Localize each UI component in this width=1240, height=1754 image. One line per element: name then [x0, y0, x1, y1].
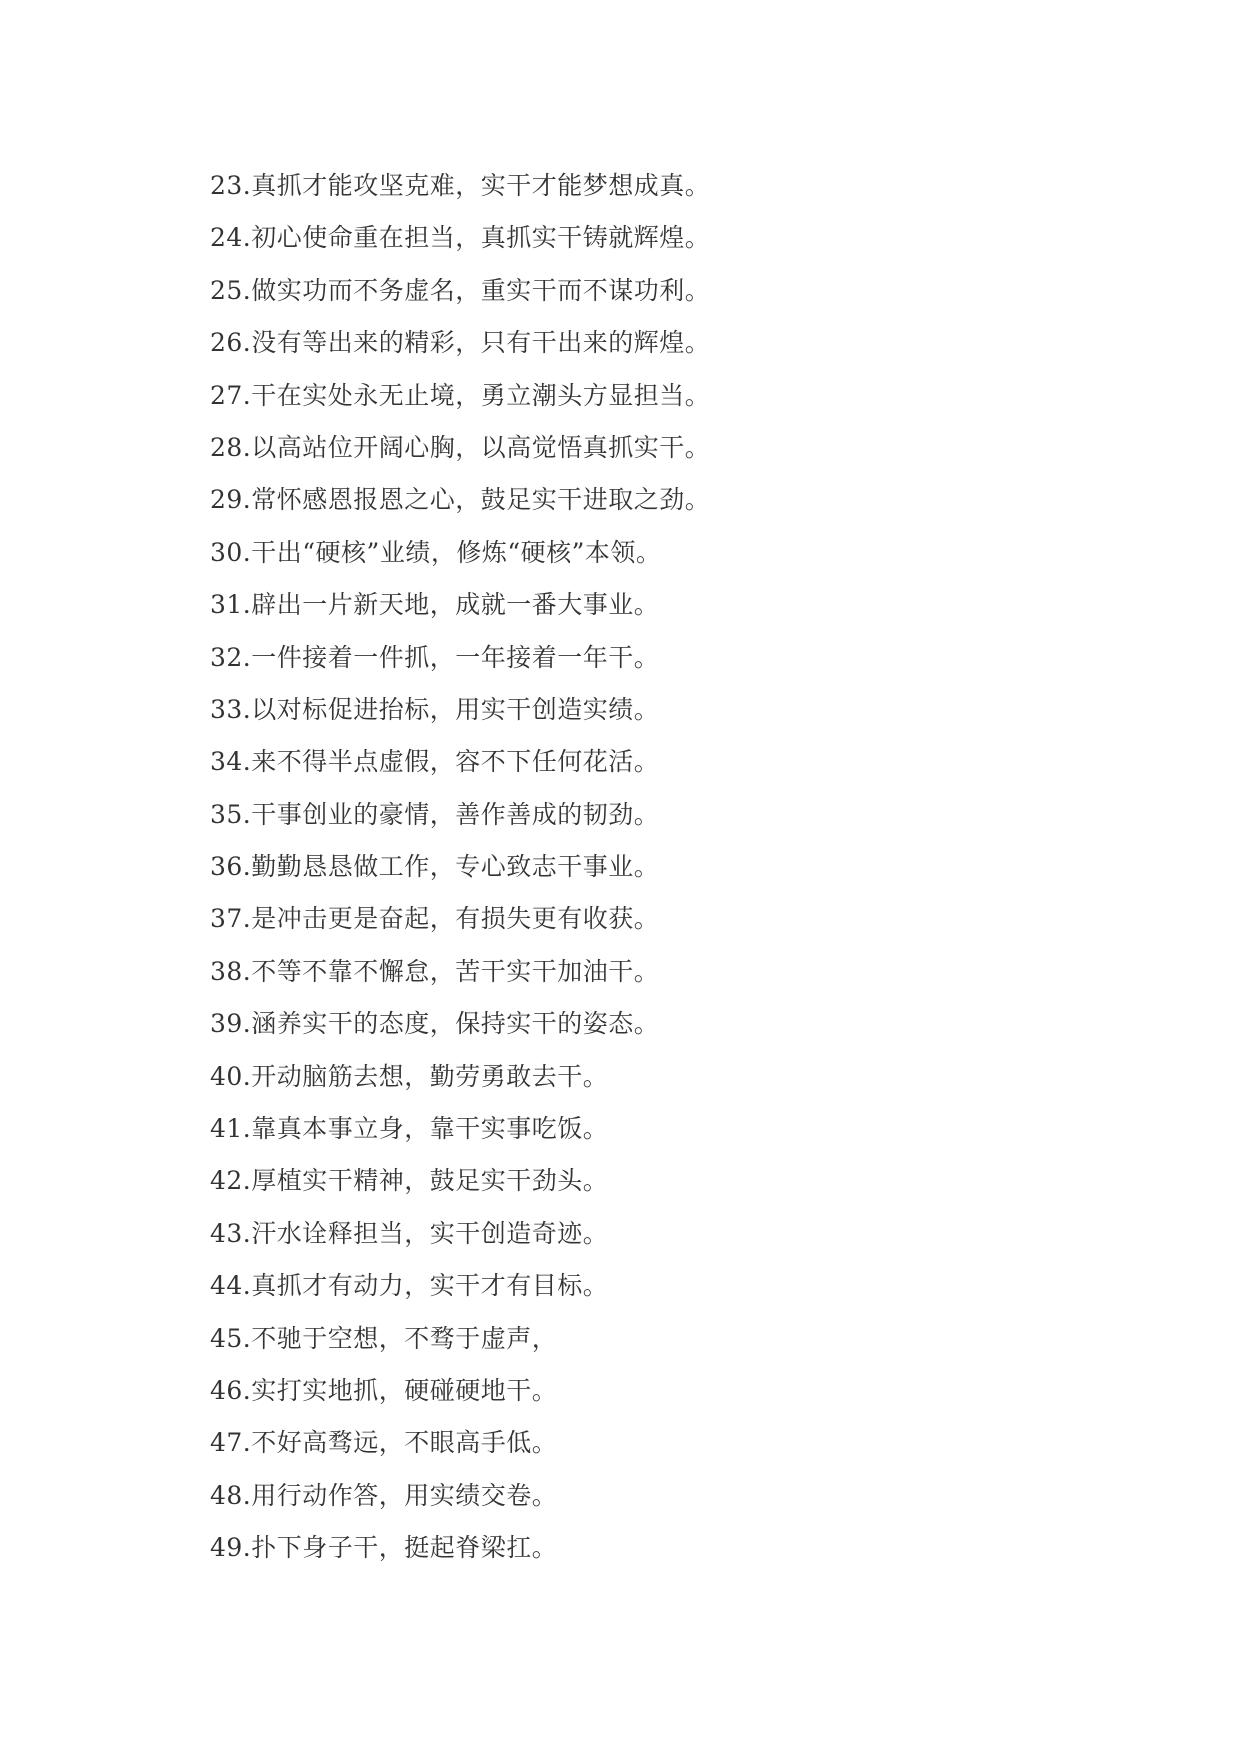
list-item-text: 以对标促进抬标，用实干创造实绩。 — [251, 694, 660, 724]
list-item-number: 38. — [210, 956, 252, 986]
list-item-text: 没有等出来的精彩，只有干出来的辉煌。 — [251, 328, 711, 358]
list-item-text: 干出“硬核”业绩，修炼“硬核”本领。 — [251, 537, 662, 567]
list-item-text: 厚植实干精神，鼓足实干劲头。 — [251, 1166, 609, 1196]
list-item — [210, 632, 1110, 684]
list-item — [210, 1365, 1110, 1417]
list-item-text: 开动脑筋去想，勤劳勇敢去干。 — [251, 1061, 609, 1091]
list-item-number: 43. — [210, 1218, 252, 1248]
list-item — [210, 998, 1110, 1050]
list-item-text: 靠真本事立身，靠干实事吃饭。 — [251, 1114, 609, 1144]
list-item-number: 26. — [210, 328, 252, 358]
list-item-number: 49. — [210, 1533, 252, 1563]
list-item — [210, 893, 1110, 945]
list-item-number: 30. — [210, 537, 252, 567]
list-item — [210, 841, 1110, 893]
list-item-number: 40. — [210, 1061, 252, 1091]
list-item — [210, 370, 1110, 422]
list-item-number: 34. — [210, 747, 252, 777]
list-item-number: 41. — [210, 1114, 252, 1144]
list-item — [210, 1103, 1110, 1155]
list-item-number: 44. — [210, 1271, 252, 1301]
list-item-number: 23. — [210, 171, 252, 200]
list-item-number: 35. — [210, 799, 252, 829]
list-item-text: 实打实地抓，硬碰硬地干。 — [251, 1375, 558, 1405]
list-item-text: 不驰于空想，不骛于虚声， — [251, 1323, 558, 1353]
list-item — [210, 422, 1110, 474]
list-item — [210, 1313, 1110, 1365]
list-item-text: 真抓才能攻坚克难，实干才能梦想成真。 — [251, 171, 711, 200]
list-item-text: 不等不靠不懈怠，苦干实干加油干。 — [251, 956, 660, 986]
list-item-text: 用行动作答，用实绩交卷。 — [251, 1480, 558, 1510]
list-item-text: 勤勤恳恳做工作，专心致志干事业。 — [251, 852, 660, 882]
list-item-text: 来不得半点虚假，容不下任何花活。 — [251, 747, 660, 777]
list-item — [210, 212, 1110, 264]
slogan-list — [210, 160, 1110, 1575]
list-item-text: 不好高骛远，不眼高手低。 — [251, 1428, 558, 1458]
list-item — [210, 684, 1110, 736]
list-item-text: 一件接着一件抓，一年接着一年干。 — [251, 642, 660, 672]
list-item-number: 37. — [210, 904, 252, 934]
list-item — [210, 579, 1110, 631]
list-item-number: 46. — [210, 1375, 252, 1405]
list-item — [210, 160, 1110, 212]
list-item-text: 真抓才有动力，实干才有目标。 — [251, 1271, 609, 1301]
list-item — [210, 736, 1110, 788]
list-item-text: 汗水诠释担当，实干创造奇迹。 — [251, 1218, 609, 1248]
list-item-number: 28. — [210, 432, 252, 462]
list-item-text: 初心使命重在担当，真抓实干铸就辉煌。 — [251, 223, 711, 253]
list-item-number: 33. — [210, 694, 252, 724]
list-item-number: 45. — [210, 1323, 252, 1353]
list-item-text: 常怀感恩报恩之心，鼓足实干进取之劲。 — [251, 485, 711, 515]
list-item — [210, 317, 1110, 369]
list-item-number: 48. — [210, 1480, 252, 1510]
list-item-number: 25. — [210, 275, 252, 305]
list-item-number: 32. — [210, 642, 252, 672]
list-item-number: 36. — [210, 852, 252, 882]
list-item-number: 47. — [210, 1428, 252, 1458]
list-item-text: 干事创业的豪情，善作善成的韧劲。 — [251, 799, 660, 829]
list-item — [210, 1155, 1110, 1207]
list-item — [210, 1208, 1110, 1260]
list-item-text: 扑下身子干，挺起脊梁扛。 — [251, 1533, 558, 1563]
list-item-text: 辟出一片新天地，成就一番大事业。 — [251, 590, 660, 620]
list-item — [210, 1051, 1110, 1103]
list-item-text: 是冲击更是奋起，有损失更有收获。 — [251, 904, 660, 934]
list-item-number: 39. — [210, 1009, 252, 1039]
list-item-number: 31. — [210, 590, 252, 620]
list-item — [210, 1260, 1110, 1312]
list-item — [210, 946, 1110, 998]
list-item-number: 27. — [210, 380, 252, 410]
list-item — [210, 1417, 1110, 1469]
list-item — [210, 265, 1110, 317]
list-item-text: 干在实处永无止境，勇立潮头方显担当。 — [251, 380, 711, 410]
list-item — [210, 474, 1110, 526]
list-item — [210, 1522, 1110, 1574]
list-item-text: 涵养实干的态度，保持实干的姿态。 — [251, 1009, 660, 1039]
list-item — [210, 1470, 1110, 1522]
list-item-text: 以高站位开阔心胸，以高觉悟真抓实干。 — [251, 432, 711, 462]
list-item — [210, 789, 1110, 841]
list-item-number: 24. — [210, 223, 252, 253]
list-item — [210, 527, 1110, 579]
list-item-text: 做实功而不务虚名，重实干而不谋功利。 — [251, 275, 711, 305]
list-item-number: 42. — [210, 1166, 252, 1196]
list-item-number: 29. — [210, 485, 252, 515]
